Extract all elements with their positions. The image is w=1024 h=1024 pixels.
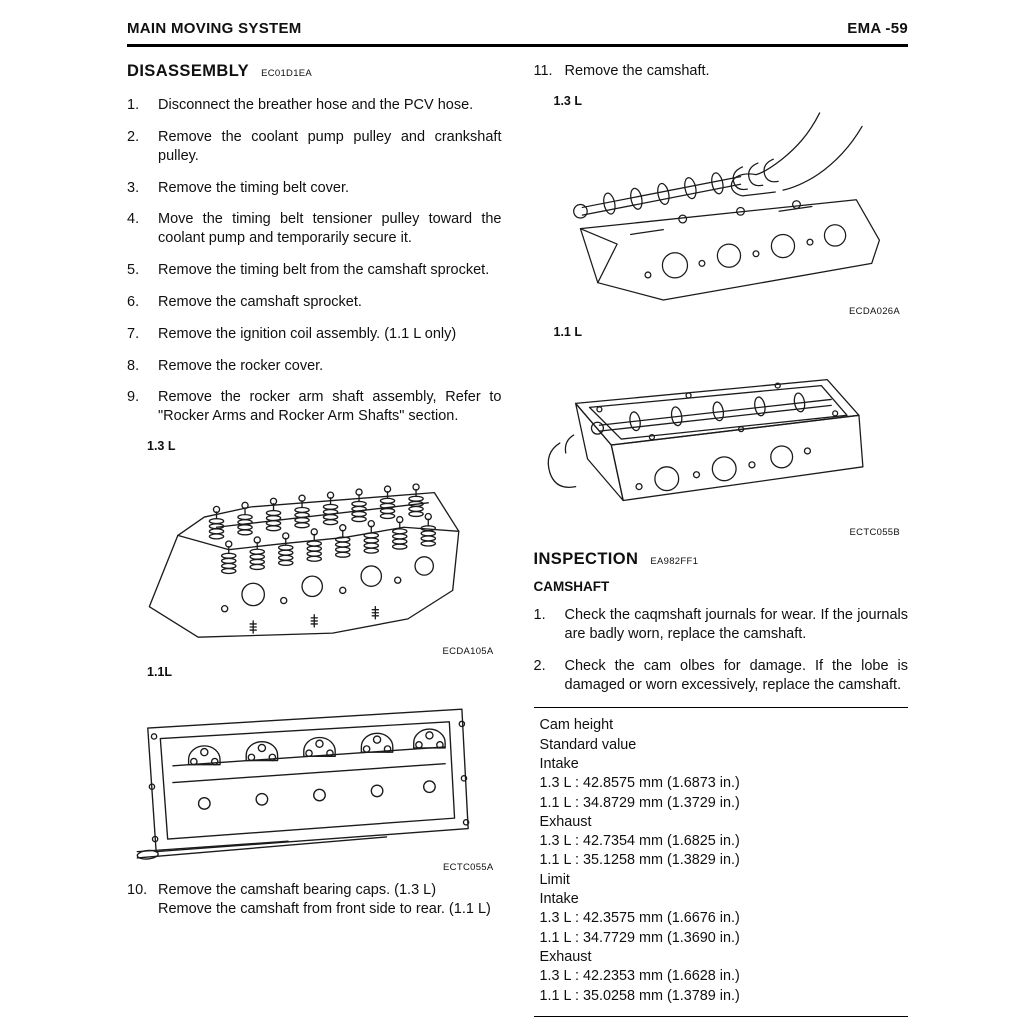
step-number: 2. bbox=[533, 657, 546, 674]
spec-line: 1.3 L : 42.7354 mm (1.6825 in.) bbox=[539, 833, 740, 850]
step-text: Remove the rocker arm shaft assembly, Refer to "Rocker Arms and Rocker Arm Shafts" section. bbox=[158, 389, 502, 425]
hand-icon bbox=[548, 435, 575, 487]
spec-line: Intake bbox=[539, 755, 579, 772]
header-title: MAIN MOVING SYSTEM bbox=[127, 20, 302, 37]
spec-line: 1.3 L : 42.3575 mm (1.6676 in.) bbox=[539, 910, 740, 927]
figure-code: ECDA026A bbox=[849, 305, 900, 317]
figure-code: ECTC055A bbox=[443, 862, 494, 874]
left-column bbox=[127, 62, 502, 1017]
step-item bbox=[127, 210, 502, 248]
step-line: Remove the camshaft from front side to rear. (1.1 L) bbox=[158, 901, 491, 918]
step-item bbox=[127, 357, 502, 376]
figure-code: ECDA105A bbox=[442, 646, 494, 658]
step-item bbox=[127, 293, 502, 312]
cylinder-head-box bbox=[575, 379, 862, 500]
hand-icon bbox=[731, 113, 862, 196]
step-number: 6. bbox=[127, 293, 140, 310]
page-header bbox=[127, 20, 908, 47]
cam-height-spec-table bbox=[534, 707, 909, 1016]
header-page-number: EMA -59 bbox=[847, 20, 908, 37]
step-number: 8. bbox=[127, 357, 140, 374]
section-title: DISASSEMBLY bbox=[127, 62, 250, 80]
figure-11l-camshaft-removal bbox=[534, 342, 909, 525]
spec-line: 1.1 L : 34.7729 mm (1.3690 in.) bbox=[539, 929, 740, 946]
step-item bbox=[534, 62, 909, 81]
step-number: 4. bbox=[127, 211, 140, 228]
step-number: 1. bbox=[533, 606, 546, 623]
step-text: Check the caqmshaft journals for wear. If the journals are badly worn, replace the camshaft. bbox=[564, 606, 908, 642]
camshaft-removal-illustration bbox=[538, 111, 905, 304]
step-text: Remove the coolant pump pulley and crankshaft pulley. bbox=[158, 128, 502, 164]
step-item bbox=[127, 881, 502, 919]
spec-line: 1.3 L : 42.2353 mm (1.6628 in.) bbox=[539, 968, 740, 985]
step-number: 7. bbox=[127, 325, 140, 342]
step-text: Remove the timing belt from the camshaft sprocket. bbox=[158, 262, 490, 279]
spec-line: Exhaust bbox=[539, 948, 592, 965]
step-text: Check the cam olbes for damage. If the lobe is damaged or worn excessively, replace the camshaft. bbox=[564, 657, 908, 693]
step-item bbox=[127, 96, 502, 115]
step-text: Move the timing belt tensioner pulley toward the coolant pump and temporarily secure it. bbox=[158, 211, 502, 247]
figure-13l-camshaft-removal bbox=[534, 111, 909, 304]
figure-label: 1.3 L bbox=[147, 439, 176, 454]
figure-label: 1.3 L bbox=[553, 93, 582, 108]
camshaft-drawing bbox=[573, 172, 740, 218]
step-item bbox=[534, 606, 909, 644]
spec-line: 1.1 L : 34.8729 mm (1.3729 in.) bbox=[539, 794, 740, 811]
figure-code: ECTC055B bbox=[849, 526, 900, 538]
section-code: EA982FF1 bbox=[650, 555, 699, 567]
figure-11l-bearing-caps bbox=[127, 682, 502, 860]
step-number: 9. bbox=[127, 389, 140, 406]
step-text: Remove the camshaft sprocket. bbox=[158, 293, 362, 310]
spec-line: 1.1 L : 35.0258 mm (1.3789 in.) bbox=[539, 987, 740, 1004]
two-column-layout bbox=[127, 62, 908, 1017]
disassembly-section-header bbox=[127, 62, 502, 81]
step-item bbox=[534, 657, 909, 695]
spec-line: Limit bbox=[539, 871, 570, 888]
step-text: Remove the ignition coil assembly. (1.1 L only) bbox=[158, 325, 457, 342]
step-text: Remove the camshaft. bbox=[564, 63, 710, 79]
step-text: Remove the rocker cover. bbox=[158, 357, 324, 374]
figure-13l-rocker-assembly bbox=[127, 456, 502, 644]
spec-line: Cam height bbox=[539, 717, 614, 734]
step-number: 3. bbox=[127, 179, 140, 196]
step-item bbox=[127, 388, 502, 426]
step-item bbox=[127, 325, 502, 344]
step-item bbox=[127, 128, 502, 166]
section-title: INSPECTION bbox=[533, 549, 639, 568]
section-code: EC01D1EA bbox=[261, 68, 313, 79]
rocker-arm-assembly-illustration bbox=[131, 456, 498, 644]
step-text bbox=[158, 881, 502, 919]
step-item bbox=[127, 179, 502, 198]
right-column bbox=[534, 62, 909, 1017]
spec-line: 1.3 L : 42.8575 mm (1.6873 in.) bbox=[539, 775, 740, 792]
front-ports bbox=[636, 446, 810, 491]
spec-line: Exhaust bbox=[539, 813, 592, 830]
bearing-caps-illustration bbox=[131, 682, 498, 860]
spec-line: Standard value bbox=[539, 736, 637, 753]
step-text: Disconnect the breather hose and the PCV hose. bbox=[158, 97, 474, 113]
inspection-section-header bbox=[534, 550, 909, 569]
step-text: Remove the timing belt cover. bbox=[158, 179, 350, 196]
step-number: 1. bbox=[127, 97, 140, 113]
spec-line: 1.1 L : 35.1258 mm (1.3829 in.) bbox=[539, 852, 740, 869]
step-item bbox=[127, 261, 502, 280]
camshaft-in-head-illustration bbox=[538, 342, 905, 525]
camshaft-subheading: CAMSHAFT bbox=[533, 578, 610, 594]
cylinder-head-drawing bbox=[580, 200, 879, 300]
step-number: 10. bbox=[127, 882, 148, 899]
spec-line: Intake bbox=[539, 891, 579, 908]
step-number: 11. bbox=[533, 63, 553, 79]
step-number: 5. bbox=[127, 262, 140, 279]
step-number: 2. bbox=[127, 128, 140, 145]
figure-label: 1.1 L bbox=[553, 324, 582, 339]
step-line: Remove the camshaft bearing caps. (1.3 L) bbox=[158, 882, 437, 899]
figure-label: 1.1L bbox=[147, 665, 173, 680]
